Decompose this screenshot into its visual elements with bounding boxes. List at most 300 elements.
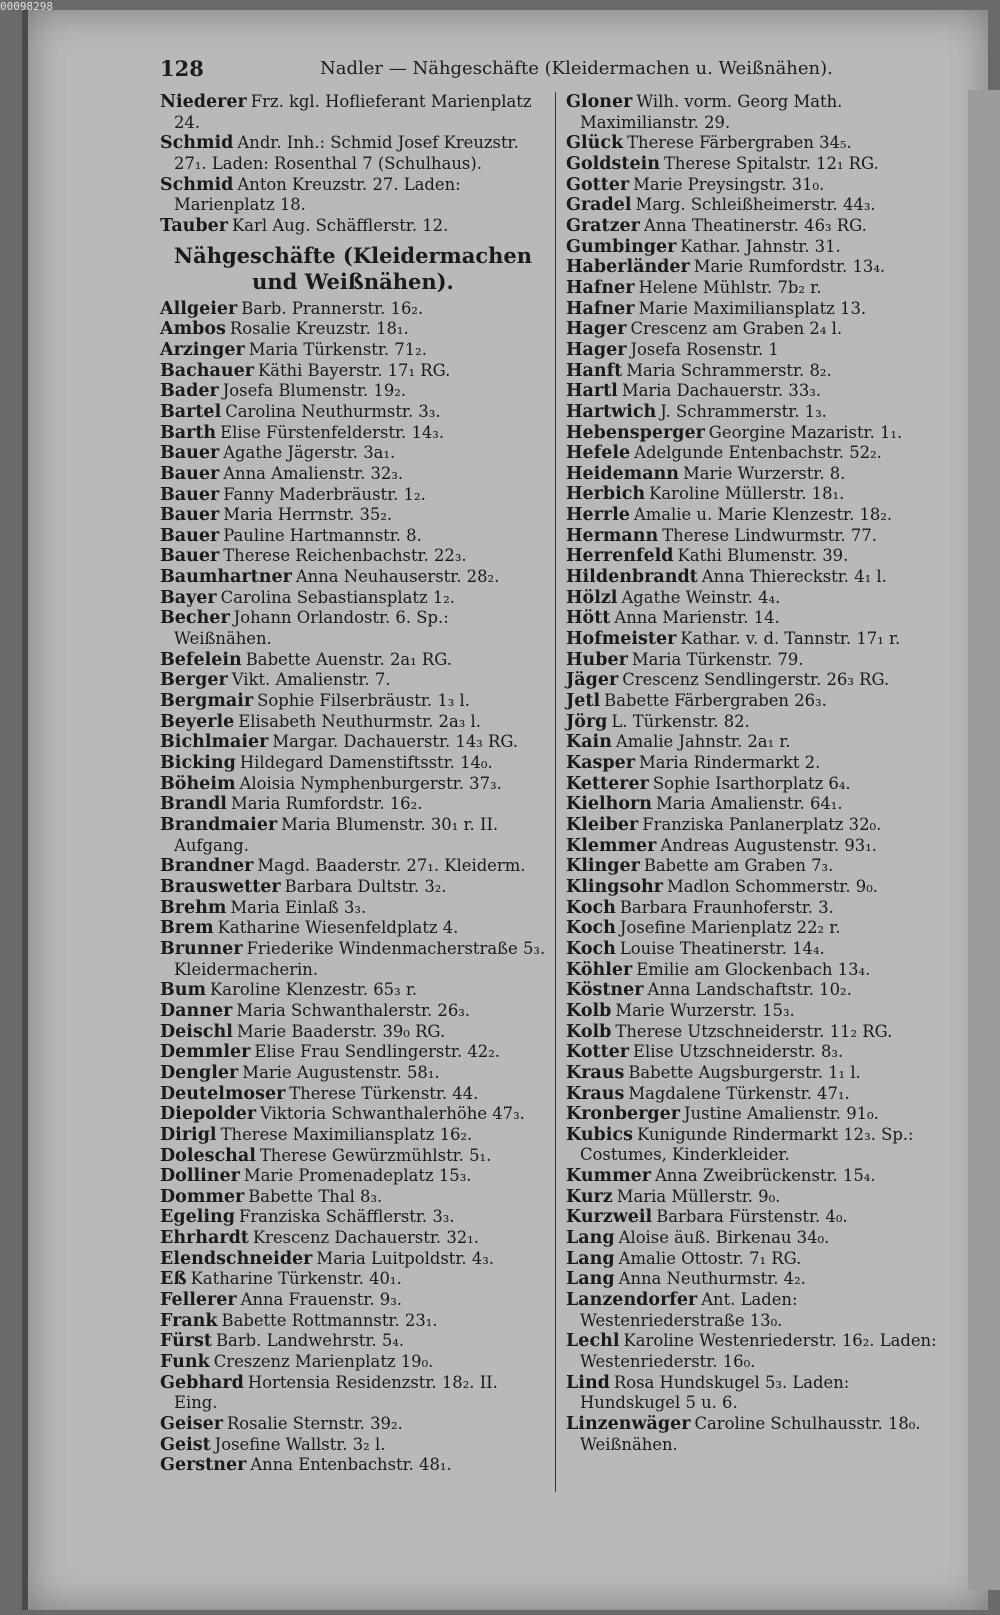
- section-heading: Nähgeschäfte (Kleidermachen und Weißnähen).: [173, 242, 533, 294]
- entry-details: Babette Augsburgerstr. 1₁ l.: [628, 1062, 861, 1082]
- directory-entry: [160, 567, 546, 588]
- entry-name: Kronberger: [566, 1104, 681, 1125]
- entry-name: Berger: [160, 670, 228, 691]
- directory-entry: [566, 505, 942, 526]
- entry-name: Jetl: [566, 691, 601, 712]
- entry-details: Maria Schwanthalerstr. 26₃.: [236, 1000, 471, 1020]
- entry-name: Elendschneider: [160, 1248, 313, 1269]
- entry-name: Tauber: [160, 215, 229, 236]
- entry-details: Maria Türkenstr. 71₂.: [248, 339, 427, 359]
- entry-name: Kain: [566, 732, 612, 753]
- directory-entry: [566, 856, 942, 877]
- entry-details: Rosa Hundskugel 5₃. Laden: Hundskugel 5 u. 6.: [580, 1372, 850, 1413]
- directory-entry: [160, 319, 546, 340]
- entry-name: Niederer: [160, 92, 247, 112]
- directory-entry: [566, 794, 942, 815]
- directory-entry: [566, 1084, 942, 1105]
- entry-name: Goldstein: [566, 153, 660, 174]
- entry-details: Anna Theatinerstr. 46₃ RG.: [643, 215, 867, 235]
- pre-section-entries: [160, 92, 546, 237]
- directory-entry: [566, 216, 942, 237]
- entry-name: Brunner: [160, 938, 243, 959]
- entry-details: Maria Dachauerstr. 33₃.: [621, 381, 822, 401]
- directory-entry: [160, 485, 546, 506]
- entry-name: Herrle: [566, 505, 630, 526]
- entry-details: Caroline Schulhausstr. 18₀. Weißnähen.: [580, 1414, 921, 1454]
- entry-name: Doleschal: [160, 1145, 256, 1166]
- directory-entry: [160, 1249, 546, 1270]
- entry-details: Babette Rottmannstr. 23₁.: [221, 1310, 438, 1330]
- entry-details: Kathar. Jahnstr. 31.: [680, 236, 841, 256]
- directory-entry: [160, 175, 546, 216]
- entry-details: Georgine Mazaristr. 1₁.: [708, 422, 903, 442]
- entry-name: Haberländer: [566, 257, 690, 278]
- directory-entry: [566, 257, 942, 278]
- directory-entry: [160, 1042, 546, 1063]
- entry-name: Bauer: [160, 505, 220, 526]
- entry-name: Ambos: [160, 319, 226, 340]
- directory-entry: [566, 464, 942, 485]
- entry-details: Agathe Jägerstr. 3a₁.: [223, 443, 396, 463]
- entry-name: Brandmaier: [160, 815, 278, 835]
- directory-entry: [160, 732, 546, 753]
- entry-name: Fellerer: [160, 1290, 237, 1311]
- entry-details: Creszenz Marienplatz 19₀.: [213, 1352, 434, 1372]
- entry-details: Marie Maximiliansplatz 13.: [638, 298, 867, 318]
- entry-details: Therese Gewürzmühlstr. 5₁.: [259, 1145, 492, 1165]
- entry-details: Viktoria Schwanthalerhöhe 47₃.: [260, 1104, 525, 1124]
- entry-details: Maria Einlaß 3₃.: [230, 897, 367, 917]
- entry-name: Jörg: [566, 711, 608, 732]
- right-entries: [566, 92, 942, 1455]
- directory-entry: [566, 1042, 942, 1063]
- entry-name: Ehrhardt: [160, 1228, 249, 1249]
- entry-details: Hildegard Damenstiftsstr. 14₀.: [239, 753, 493, 773]
- entry-name: Bauer: [160, 443, 220, 464]
- entry-name: Kolb: [566, 1000, 612, 1021]
- directory-entry: [566, 1414, 942, 1455]
- section-entries: [160, 299, 546, 1476]
- directory-entry: [566, 299, 942, 320]
- directory-entry: [160, 299, 546, 320]
- entry-details: Babette Färbergraben 26₃.: [604, 691, 827, 711]
- directory-entry: [160, 443, 546, 464]
- entry-name: Gerstner: [160, 1455, 247, 1476]
- entry-name: Bader: [160, 381, 219, 402]
- directory-entry: [566, 1331, 942, 1372]
- entry-details: Louise Theatinerstr. 14₄.: [619, 938, 825, 958]
- entry-details: Maria Rindermarkt 2.: [639, 753, 821, 772]
- entry-name: Huber: [566, 649, 628, 670]
- directory-entry: [160, 1063, 546, 1084]
- entry-name: Brandner: [160, 856, 254, 877]
- entry-details: Carolina Neuthurmstr. 3₃.: [225, 401, 441, 421]
- entry-details: Josefine Marienplatz 22₂ r.: [619, 918, 841, 938]
- entry-name: Jäger: [566, 670, 619, 691]
- directory-entry: [160, 92, 546, 133]
- entry-name: Gumbinger: [566, 236, 677, 257]
- directory-entry: [160, 1022, 546, 1043]
- directory-entry: [566, 650, 942, 671]
- entry-name: Dommer: [160, 1186, 245, 1207]
- directory-entry: [566, 732, 942, 753]
- directory-entry: [566, 1166, 942, 1187]
- directory-entry: [160, 918, 546, 939]
- directory-entry: [566, 175, 942, 196]
- directory-entry: [566, 92, 942, 133]
- entry-name: Bergmair: [160, 691, 254, 712]
- entry-name: Hartwich: [566, 401, 657, 422]
- entry-name: Hermann: [566, 525, 659, 546]
- entry-name: Glück: [566, 133, 624, 154]
- entry-details: Marie Preysingstr. 31₀.: [633, 174, 825, 194]
- directory-entry: [160, 1166, 546, 1187]
- entry-details: Maria Herrnstr. 35₂.: [223, 505, 393, 525]
- entry-details: Maria Luitpoldstr. 4₃.: [316, 1248, 495, 1268]
- entry-details: Ant. Laden: Westenriederstraße 13₀.: [580, 1290, 798, 1330]
- directory-entry: [160, 423, 546, 444]
- directory-entry: [566, 1249, 942, 1270]
- entry-details: Karoline Müllerstr. 18₁.: [649, 484, 845, 504]
- entry-name: Arzinger: [160, 339, 245, 360]
- entry-name: Böheim: [160, 773, 236, 794]
- entry-details: Barbara Dultstr. 3₂.: [284, 876, 447, 896]
- entry-name: Herrenfeld: [566, 546, 674, 567]
- entry-name: Bauer: [160, 484, 220, 505]
- directory-entry: [566, 1269, 942, 1290]
- directory-entry: [160, 856, 546, 877]
- directory-entry: [160, 1001, 546, 1022]
- directory-entry: [160, 464, 546, 485]
- entry-name: Brauswetter: [160, 876, 281, 897]
- entry-name: Hager: [566, 339, 627, 360]
- entry-name: Koch: [566, 918, 616, 939]
- directory-entry: [566, 836, 942, 857]
- entry-details: Hortensia Residenzstr. 18₂. II. Eing.: [174, 1372, 498, 1413]
- directory-entry: [160, 526, 546, 547]
- entry-details: Pauline Hartmannstr. 8.: [223, 525, 422, 545]
- entry-details: Anna Entenbachstr. 48₁.: [250, 1455, 452, 1475]
- entry-name: Barth: [160, 422, 217, 443]
- entry-details: Kathar. v. d. Tannstr. 17₁ r.: [680, 629, 901, 649]
- entry-details: Fanny Maderbräustr. 1₂.: [223, 484, 426, 504]
- entry-name: Bartel: [160, 401, 222, 422]
- entry-name: Gratzer: [566, 215, 640, 236]
- entry-name: Lanzendorfer: [566, 1290, 698, 1311]
- entry-name: Geist: [160, 1434, 211, 1455]
- entry-details: L. Türkenstr. 82.: [611, 711, 750, 731]
- directory-entry: [160, 794, 546, 815]
- directory-entry: [566, 402, 942, 423]
- entry-name: Kubics: [566, 1124, 633, 1145]
- entry-name: Hött: [566, 608, 611, 629]
- directory-entry: [566, 340, 942, 361]
- directory-entry: [566, 877, 942, 898]
- directory-entry: [566, 691, 942, 712]
- entry-details: Carolina Sebastiansplatz 1₂.: [220, 587, 456, 607]
- entry-details: Anna Landschaftstr. 10₂.: [647, 980, 852, 1000]
- entry-name: Geiser: [160, 1414, 223, 1435]
- entry-details: Aloisia Nymphenburgerstr. 37₃.: [239, 773, 502, 793]
- entry-name: Kotter: [566, 1042, 630, 1063]
- entry-name: Kielhorn: [566, 794, 652, 815]
- entry-details: Johann Orlandostr. 6. Sp.: Weißnähen.: [174, 608, 449, 649]
- entry-details: J. Schrammerstr. 1₃.: [660, 401, 827, 421]
- entry-name: Bauer: [160, 546, 220, 567]
- entry-details: Friederike Windenmacherstraße 5₃. Kleidermacherin.: [174, 938, 546, 979]
- entry-name: Klemmer: [566, 835, 657, 856]
- entry-name: Bayer: [160, 587, 217, 608]
- entry-name: Hafner: [566, 277, 635, 298]
- entry-details: Maria Müllerstr. 9₀.: [616, 1186, 781, 1206]
- entry-name: Egeling: [160, 1207, 235, 1228]
- entry-name: Gloner: [566, 92, 633, 112]
- left-column: [160, 92, 546, 1476]
- facing-page-edge: [968, 90, 1000, 1590]
- entry-name: Lang: [566, 1269, 615, 1290]
- entry-name: Hofmeister: [566, 629, 677, 650]
- directory-entry: [160, 546, 546, 567]
- entry-name: Hölzl: [566, 587, 618, 608]
- entry-name: Bum: [160, 980, 207, 1001]
- entry-details: Karl Aug. Schäfflerstr. 12.: [232, 215, 449, 235]
- entry-details: Josefine Wallstr. 3₂ l.: [214, 1434, 386, 1454]
- directory-entry: [160, 361, 546, 382]
- entry-name: Gradel: [566, 195, 632, 216]
- entry-name: Befelein: [160, 649, 242, 670]
- entry-name: Hildenbrandt: [566, 567, 698, 588]
- entry-name: Fürst: [160, 1331, 212, 1352]
- directory-entry: [160, 1228, 546, 1249]
- entry-name: Bachauer: [160, 360, 254, 381]
- entry-details: Anna Amalienstr. 32₃.: [223, 463, 404, 483]
- entry-name: Kraus: [566, 1083, 625, 1104]
- directory-entry: [566, 980, 942, 1001]
- entry-name: Bauer: [160, 463, 220, 484]
- directory-entry: [566, 195, 942, 216]
- directory-entry: [566, 753, 942, 774]
- entry-details: Justine Amalienstr. 91₀.: [684, 1104, 879, 1124]
- entry-details: Anna Neuhauserstr. 28₂.: [295, 567, 500, 587]
- entry-name: Allgeier: [160, 298, 238, 319]
- entry-details: Maria Amalienstr. 64₁.: [655, 794, 843, 814]
- directory-entry: [160, 133, 546, 174]
- directory-entry: [160, 1104, 546, 1125]
- directory-entry: [566, 567, 942, 588]
- entry-details: Josefa Blumenstr. 19₂.: [222, 381, 407, 401]
- directory-entry: [160, 1373, 546, 1414]
- entry-name: Lechl: [566, 1331, 620, 1352]
- directory-entry: [160, 340, 546, 361]
- entry-details: Anna Marienstr. 14.: [614, 608, 780, 628]
- right-column: [566, 92, 942, 1455]
- entry-name: Köhler: [566, 959, 633, 980]
- entry-name: Bauer: [160, 525, 220, 546]
- entry-details: Agathe Weinstr. 4₄.: [621, 587, 781, 607]
- directory-entry: [566, 133, 942, 154]
- directory-page: [22, 10, 988, 1610]
- entry-name: Lind: [566, 1372, 610, 1393]
- entry-name: Bicking: [160, 753, 236, 774]
- directory-entry: [160, 712, 546, 733]
- directory-entry: [160, 381, 546, 402]
- directory-entry: [566, 898, 942, 919]
- entry-name: Hager: [566, 319, 627, 340]
- directory-entry: [160, 1435, 546, 1456]
- entry-details: Anna Thiereckstr. 4₁ l.: [701, 567, 887, 587]
- directory-entry: [160, 670, 546, 691]
- entry-name: Bichlmaier: [160, 732, 269, 753]
- entry-name: Dolliner: [160, 1166, 240, 1187]
- directory-entry: [160, 505, 546, 526]
- entry-details: Karoline Westenriederstr. 16₂. Laden: Westenriederstr. 16₀.: [580, 1331, 937, 1372]
- directory-entry: [566, 815, 942, 836]
- entry-name: Schmid: [160, 133, 234, 154]
- directory-entry: [160, 608, 546, 649]
- entry-details: Elise Fürstenfelderstr. 14₃.: [220, 422, 445, 442]
- entry-details: Andr. Inh.: Schmid Josef Kreuzstr. 27₁. Laden: Rosenthal 7 (Schulhaus).: [174, 133, 519, 173]
- directory-entry: [566, 712, 942, 733]
- entry-name: Demmler: [160, 1042, 251, 1063]
- entry-name: Lang: [566, 1248, 615, 1269]
- entry-details: Amalie Ottostr. 7₁ RG.: [618, 1248, 802, 1268]
- directory-entry: [160, 980, 546, 1001]
- directory-entry: [566, 629, 942, 650]
- running-title: Nadler — Nähgeschäfte (Kleidermachen u. Weißnähen).: [320, 58, 833, 79]
- directory-entry: [566, 588, 942, 609]
- entry-name: Kraus: [566, 1062, 625, 1083]
- directory-entry: [566, 670, 942, 691]
- entry-details: Franziska Schäfflerstr. 3₃.: [238, 1207, 455, 1227]
- directory-entry: [566, 1125, 942, 1166]
- entry-name: Kurz: [566, 1186, 613, 1207]
- entry-name: Frank: [160, 1310, 218, 1331]
- entry-details: Marie Wurzerstr. 15₃.: [615, 1000, 795, 1020]
- entry-details: Emilie am Glockenbach 13₄.: [636, 959, 871, 979]
- entry-name: Becher: [160, 608, 230, 629]
- directory-entry: [160, 588, 546, 609]
- entry-details: Aloise äuß. Birkenau 34₀.: [618, 1228, 830, 1248]
- entry-details: Karoline Klenzestr. 65₃ r.: [210, 980, 418, 1000]
- entry-details: Wilh. vorm. Georg Math. Maximilianstr. 29.: [580, 92, 843, 132]
- entry-name: Klinger: [566, 856, 640, 877]
- entry-name: Kleiber: [566, 814, 639, 835]
- entry-name: Baumhartner: [160, 567, 292, 588]
- entry-name: Deischl: [160, 1021, 233, 1042]
- entry-details: Therese Maximiliansplatz 16₂.: [220, 1124, 473, 1144]
- directory-entry: [160, 1187, 546, 1208]
- directory-entry: [160, 753, 546, 774]
- entry-name: Koch: [566, 897, 616, 918]
- entry-name: Gotter: [566, 174, 630, 195]
- entry-name: Eß: [160, 1269, 187, 1290]
- entry-details: Madlon Schommerstr. 9₀.: [666, 876, 878, 896]
- entry-name: Hartl: [566, 381, 618, 402]
- directory-entry: [566, 1228, 942, 1249]
- entry-name: Lang: [566, 1228, 615, 1249]
- entry-details: Marg. Schleißheimerstr. 44₃.: [635, 195, 876, 215]
- entry-name: Beyerle: [160, 711, 235, 732]
- entry-details: Sophie Filserbräustr. 1₃ l.: [257, 691, 470, 711]
- entry-details: Therese Türkenstr. 44.: [289, 1083, 479, 1103]
- entry-name: Deutelmoser: [160, 1083, 286, 1104]
- page-number: 128: [160, 56, 204, 81]
- entry-name: Heidemann: [566, 463, 679, 484]
- entry-name: Herbich: [566, 484, 646, 505]
- entry-details: Marie Baaderstr. 39₀ RG.: [236, 1021, 446, 1041]
- directory-entry: [566, 918, 942, 939]
- entry-details: Therese Färbergraben 34₅.: [627, 133, 852, 153]
- entry-details: Crescenz Sendlingerstr. 26₃ RG.: [622, 670, 890, 690]
- entry-name: Kummer: [566, 1166, 651, 1187]
- entry-details: Elise Utzschneiderstr. 8₃.: [633, 1042, 844, 1062]
- entry-name: Schmid: [160, 174, 234, 195]
- directory-entry: [566, 1063, 942, 1084]
- entry-name: Ketterer: [566, 773, 649, 794]
- entry-details: Kathi Blumenstr. 39.: [677, 546, 849, 566]
- entry-details: Franziska Panlanerplatz 32₀.: [642, 814, 882, 834]
- directory-entry: [160, 877, 546, 898]
- directory-entry: [566, 960, 942, 981]
- entry-details: Therese Lindwurmstr. 77.: [662, 525, 877, 545]
- entry-name: Brehm: [160, 897, 227, 918]
- directory-entry: [160, 1290, 546, 1311]
- scan-id: 00098298: [0, 0, 53, 13]
- directory-entry: [566, 1290, 942, 1331]
- entry-details: Marie Wurzerstr. 8.: [683, 463, 846, 483]
- directory-entry: [566, 774, 942, 795]
- column-divider: [555, 92, 556, 1492]
- directory-entry: [160, 815, 546, 856]
- entry-details: Katharine Türkenstr. 40₁.: [190, 1269, 402, 1289]
- directory-entry: [160, 650, 546, 671]
- entry-details: Kunigunde Rindermarkt 12₃. Sp.: Costumes, Kinderkleider.: [580, 1124, 914, 1165]
- entry-details: Barb. Landwehrstr. 5₄.: [216, 1331, 405, 1351]
- entry-details: Barbara Fraunhoferstr. 3.: [619, 897, 834, 917]
- entry-details: Therese Utzschneiderstr. 11₂ RG.: [615, 1021, 893, 1041]
- entry-name: Hebensperger: [566, 422, 705, 443]
- directory-entry: [160, 402, 546, 423]
- directory-entry: [566, 278, 942, 299]
- entry-details: Adelgunde Entenbachstr. 52₂.: [634, 443, 882, 463]
- entry-details: Crescenz am Graben 2₄ l.: [630, 319, 843, 339]
- directory-entry: [566, 423, 942, 444]
- entry-details: Therese Spitalstr. 12₁ RG.: [663, 153, 879, 173]
- directory-entry: [160, 774, 546, 795]
- entry-name: Danner: [160, 1000, 233, 1021]
- entry-details: Marie Rumfordstr. 13₄.: [693, 257, 886, 277]
- directory-entry: [566, 546, 942, 567]
- entry-details: Vikt. Amalienstr. 7.: [231, 670, 391, 690]
- directory-entry: [566, 939, 942, 960]
- directory-entry: [566, 484, 942, 505]
- entry-details: Margar. Dachauerstr. 14₃ RG.: [272, 732, 519, 752]
- entry-details: Marie Augustenstr. 58₁.: [242, 1062, 440, 1082]
- entry-details: Babette Thal 8₃.: [248, 1186, 383, 1206]
- entry-name: Dirigl: [160, 1124, 217, 1145]
- directory-entry: [160, 898, 546, 919]
- entry-name: Köstner: [566, 980, 644, 1001]
- entry-name: Gebhard: [160, 1372, 244, 1393]
- directory-entry: [160, 691, 546, 712]
- entry-details: Frz. kgl. Hoflieferant Marienplatz 24.: [174, 92, 532, 132]
- directory-entry: [160, 1311, 546, 1332]
- entry-name: Kolb: [566, 1021, 612, 1042]
- directory-entry: [566, 443, 942, 464]
- entry-name: Hafner: [566, 298, 635, 319]
- entry-name: Kurzweil: [566, 1207, 653, 1228]
- directory-entry: [160, 1352, 546, 1373]
